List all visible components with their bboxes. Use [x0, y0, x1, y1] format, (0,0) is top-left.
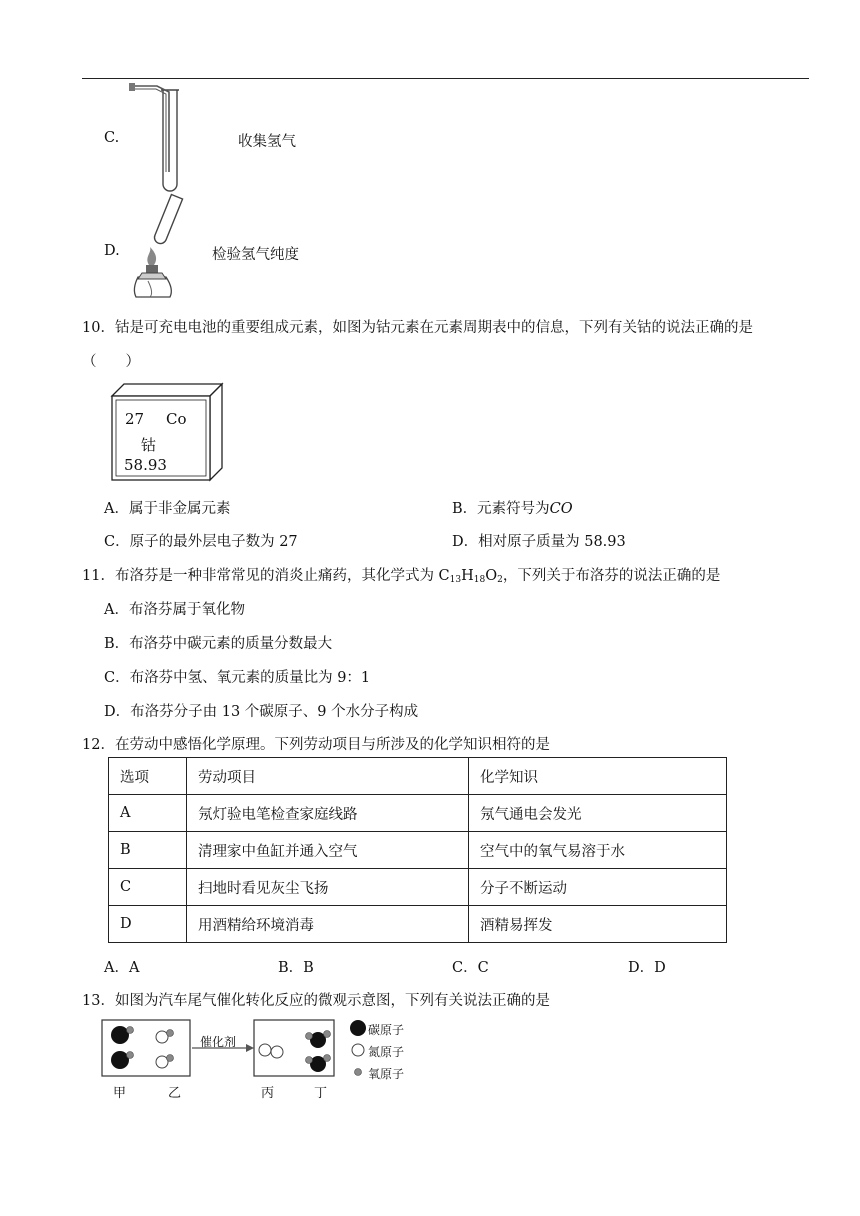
label-bing: 丙 — [261, 1086, 275, 1101]
q10-paren: （ ） — [82, 354, 140, 370]
q11-option-c: C．布洛芬中氢、氧元素的质量比为 9：1 — [104, 670, 371, 686]
table-header-cell: 化学知识 — [469, 758, 727, 795]
table-row — [109, 869, 727, 906]
q10-option-b-prefix: B．元素符号为 — [452, 501, 550, 517]
q11-option-b: B．布洛芬中碳元素的质量分数最大 — [104, 636, 333, 652]
q11-option-a: A．布洛芬属于氧化物 — [104, 602, 245, 618]
q11-h: H — [461, 568, 474, 584]
table-cell: 氖气通电会发光 — [469, 795, 727, 832]
q9-option-d-letter: D. — [104, 243, 120, 259]
q9-option-c-text: 收集氢气 — [238, 134, 296, 150]
q12-option-a: A．A — [104, 960, 140, 976]
table-cell: 氖灯验电笔检查家庭线路 — [187, 795, 469, 832]
element-atomic-mass: 58.93 — [124, 456, 167, 474]
purity-test-apparatus-icon — [124, 193, 186, 311]
q11-stem-after: ，下列关于布洛芬的说法正确的是 — [502, 568, 721, 584]
table-cell: 扫地时看见灰尘飞扬 — [187, 869, 469, 906]
q11-o: O — [485, 568, 498, 584]
table-cell: A — [109, 795, 187, 832]
table-cell: B — [109, 832, 187, 869]
q9-option-d-text: 检验氢气纯度 — [212, 247, 299, 263]
q12-option-d: D．D — [628, 960, 666, 976]
table-row — [109, 795, 727, 832]
q10-option-a: A．属于非金属元素 — [104, 501, 231, 517]
q10-stem: 10．钴是可充电电池的重要组成元素，如图为钴元素在元素周期表中的信息，下列有关钴的说法正确的是 — [82, 320, 753, 336]
periodic-table-cell — [110, 382, 225, 482]
table-header-row — [109, 758, 727, 795]
table-row — [109, 906, 727, 943]
q9-option-c-letter: C. — [104, 130, 120, 146]
element-name: 钴 — [141, 436, 157, 454]
q10-option-c: C．原子的最外层电子数为 27 — [104, 534, 298, 550]
table-row — [109, 832, 727, 869]
q11-stem — [82, 564, 720, 585]
q12-stem: 12．在劳动中感悟化学原理。下列劳动项目与所涉及的化学知识相符的是 — [82, 737, 550, 753]
legend-oxygen: 氧原子 — [368, 1067, 405, 1081]
element-symbol: Co — [166, 410, 187, 428]
table-header-cell: 劳动项目 — [187, 758, 469, 795]
q11-stem-before: 11．布洛芬是一种非常常见的消炎止痛药，其化学式为 C — [82, 568, 450, 584]
q12-table — [108, 757, 727, 943]
q10-option-d: D．相对原子质量为 58.93 — [452, 534, 626, 550]
q13-stem: 13．如图为汽车尾气催化转化反应的微观示意图，下列有关说法正确的是 — [82, 993, 550, 1009]
element-atomic-number: 27 — [125, 410, 145, 428]
table-cell: 清理家中鱼缸并通入空气 — [187, 832, 469, 869]
catalyst-label: 催化剂 — [200, 1035, 237, 1049]
table-cell: D — [109, 906, 187, 943]
q12-option-b: B．B — [278, 960, 314, 976]
q11-o-subscript: 2 — [497, 575, 503, 585]
q11-c-subscript: 13 — [449, 575, 462, 585]
table-cell: 酒精易挥发 — [469, 906, 727, 943]
label-jia: 甲 — [113, 1086, 127, 1101]
q10-option-b-formula: CO — [549, 501, 573, 517]
label-ding: 丁 — [314, 1086, 328, 1101]
header-rule — [82, 78, 809, 79]
table-header-cell: 选项 — [109, 758, 187, 795]
q12-option-c: C．C — [452, 960, 489, 976]
test-tube-collection-icon — [125, 80, 195, 198]
q10-option-b — [452, 497, 573, 518]
label-yi: 乙 — [168, 1086, 182, 1101]
table-cell: 用酒精给环境消毒 — [187, 906, 469, 943]
legend-carbon: 碳原子 — [368, 1023, 405, 1037]
table-cell: C — [109, 869, 187, 906]
reaction-micro-diagram — [100, 1018, 400, 1082]
q11-option-d: D．布洛芬分子由 13 个碳原子、9 个水分子构成 — [104, 704, 419, 720]
legend-nitrogen: 氮原子 — [368, 1045, 405, 1059]
q11-h-subscript: 18 — [473, 575, 486, 585]
table-cell: 空气中的氧气易溶于水 — [469, 832, 727, 869]
table-cell: 分子不断运动 — [469, 869, 727, 906]
